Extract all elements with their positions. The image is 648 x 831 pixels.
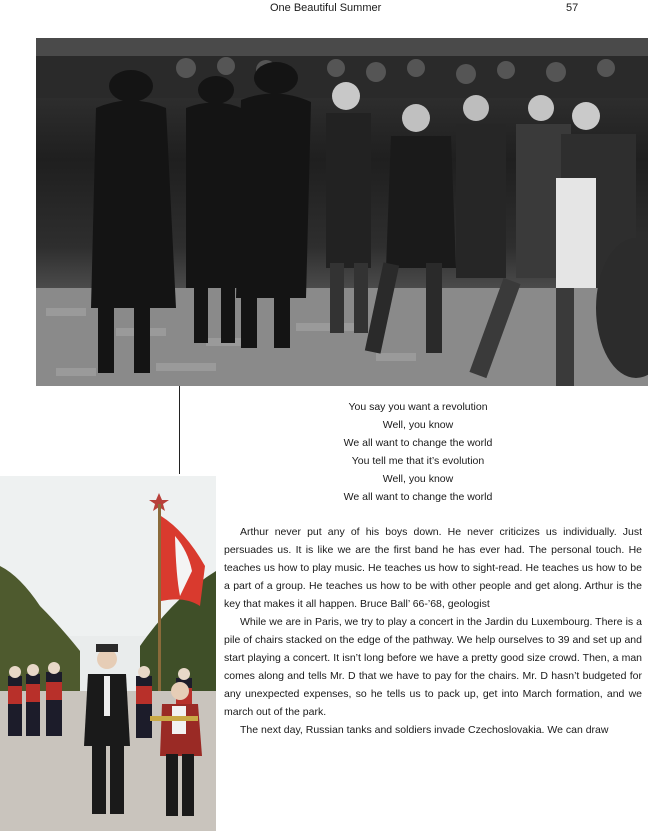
paragraph: Arthur never put any of his boys down. He never criticizes us individually. Just persuades us. It is like we are the first band he has ever had. The personal touch. He teaches us how to play music. He teaches us how to sight-read. He teaches us how to be a part of a group. He teaches us how to be with other people and get along. Arthur is the key that makes it all happen. Bruce Ball’ 66-’68, geologist [224,526,642,610]
lyric-line: Well, you know [382,473,454,485]
paragraph: The next day, Russian tanks and soldiers invade Czechoslovakia. We can draw [240,724,609,736]
song-lyrics [320,398,516,506]
paragraph: While we are in Paris, we try to play a concert in the Jardin du Luxembourg. There is a pile of chairs stacked on the edge of the pathway. We help ourselves to 39 and set up and start playing a concert. It isn’t long before we have a pretty good size crowd. Then, a man comes along and tells Mr. D that we have to pay for the chairs. Mr. D hasn’t budgeted for any unexpected expenses, so he tells us to pack up, get into March formation, and we march out of the park. [224,616,642,718]
band-march-photo [0,476,216,831]
lyric-line: Well, you know [382,419,454,431]
protest-photo [36,38,648,386]
body-text [224,523,642,739]
lyric-line: We all want to change the world [343,491,493,503]
running-title: One Beautiful Summer [270,2,382,14]
lyric-line: We all want to change the world [343,437,493,449]
vertical-rule [179,386,180,474]
lyric-line: You say you want a revolution [348,401,488,413]
page-number: 57 [566,2,579,14]
lyric-line: You tell me that it’s evolution [351,455,485,467]
page-header [0,2,648,18]
